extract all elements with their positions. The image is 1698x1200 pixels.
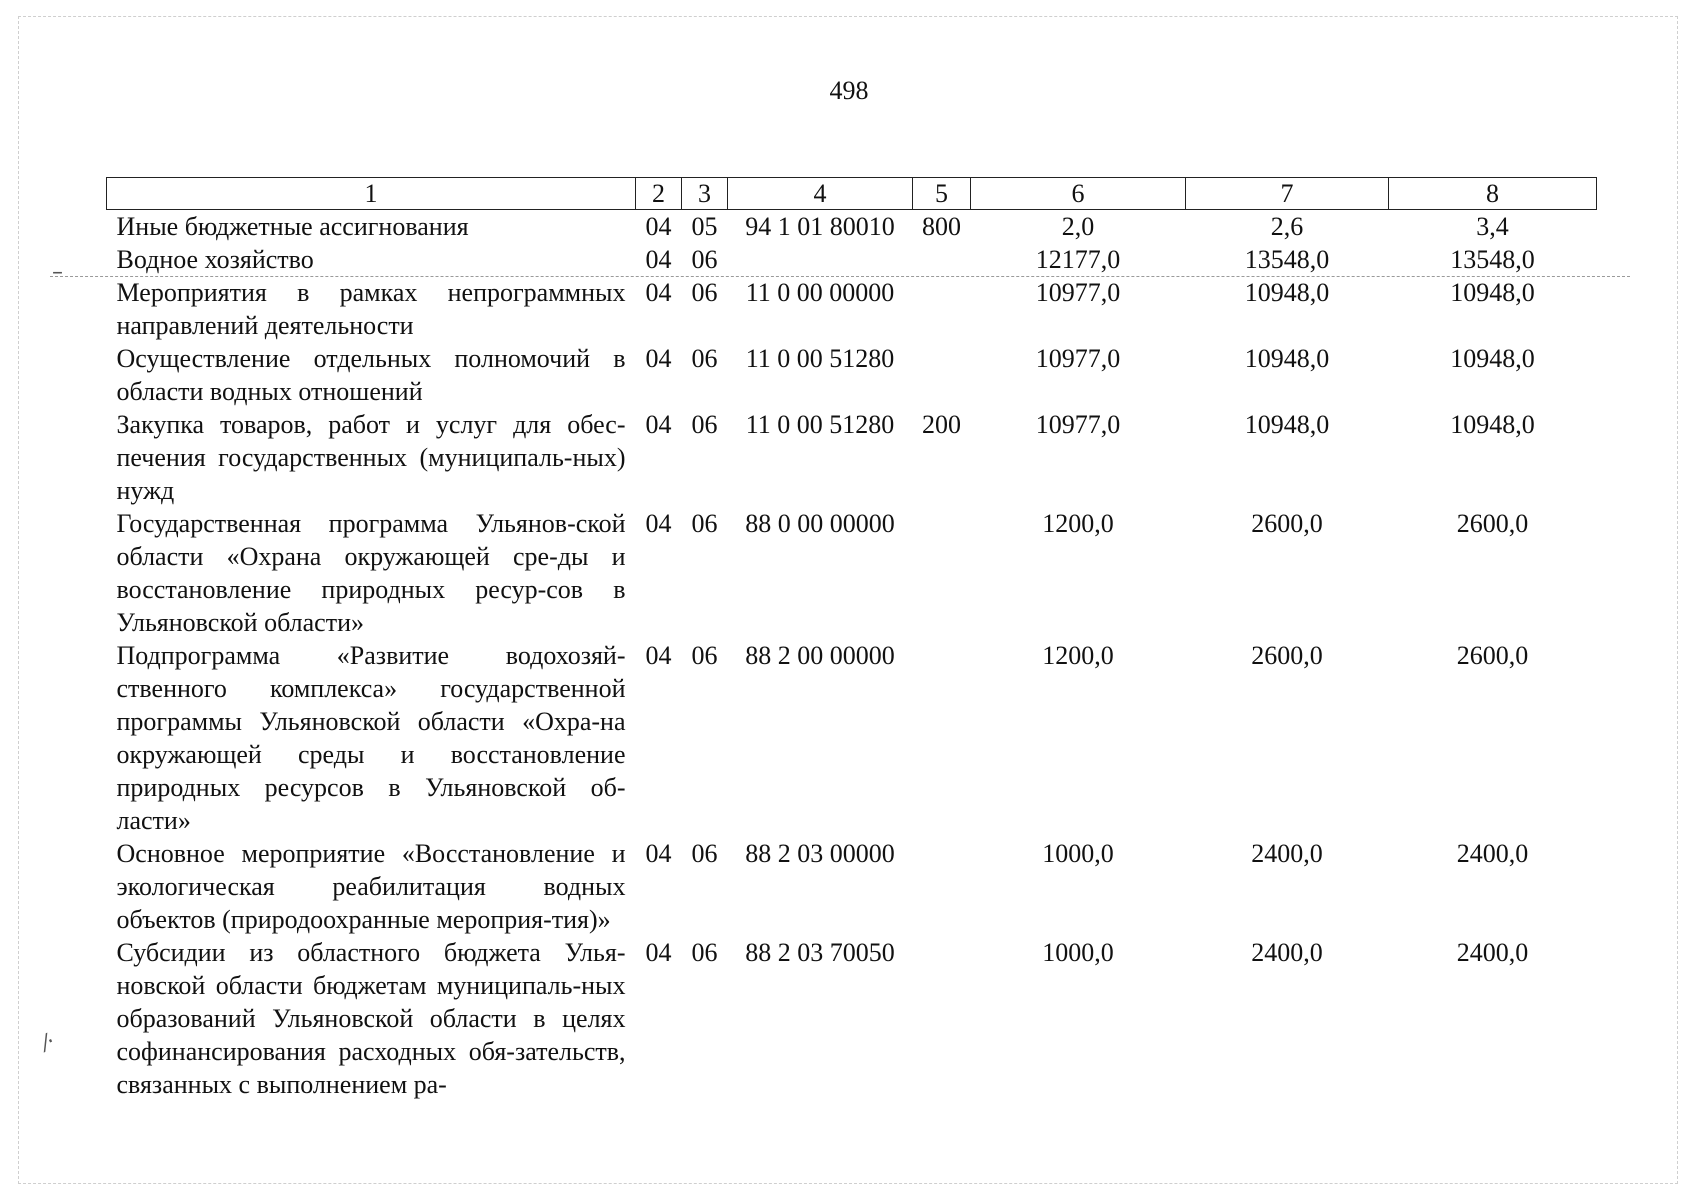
cell-subsection: 06 xyxy=(691,509,718,538)
cell-amount-7: 13548,0 xyxy=(1244,245,1330,274)
cell-expense-type xyxy=(913,837,971,936)
cell-subsection: 05 xyxy=(691,212,718,241)
table-row xyxy=(107,639,1597,837)
table-row xyxy=(107,243,1597,276)
cell-expense-type: 200 xyxy=(922,410,961,439)
row-name: Иные бюджетные ассигнования xyxy=(116,212,469,241)
cell-target-article: 88 2 00 00000 xyxy=(745,641,895,670)
cell-expense-type xyxy=(913,936,971,1101)
cell-section: 04 xyxy=(645,839,672,868)
cell-amount-6: 10977,0 xyxy=(1035,344,1121,373)
cell-section: 04 xyxy=(645,278,672,307)
cell-amount-6: 1200,0 xyxy=(1042,641,1114,670)
table-row xyxy=(107,936,1597,1101)
row-name: Субсидии из областного бюджета Улья-новской области бюджетам муниципаль-ных образований Ульяновской области в целях софинансирования расходных обя-зательств, связанных с выполнением ра- xyxy=(116,938,626,1099)
cell-subsection: 06 xyxy=(691,938,718,967)
scan-mark: ⁄· xyxy=(39,1028,60,1057)
cell-amount-8: 2400,0 xyxy=(1456,839,1529,868)
cell-expense-type xyxy=(913,639,971,837)
cell-target-article: 88 2 03 00000 xyxy=(745,839,895,868)
row-name: Закупка товаров, работ и услуг для обес-печения государственных (муниципаль-ных) нужд xyxy=(116,410,626,505)
cell-expense-type xyxy=(913,276,971,342)
column-header: 2 xyxy=(636,178,682,210)
row-name: Государственная программа Ульянов-ской области «Охрана окружающей сре-ды и восстановление природных ресур-сов в Ульяновской области» xyxy=(116,509,626,637)
cell-amount-6: 1000,0 xyxy=(1042,938,1114,967)
table-row xyxy=(107,342,1597,408)
column-header: 3 xyxy=(682,178,728,210)
column-header: 7 xyxy=(1186,178,1389,210)
cell-amount-8: 2400,0 xyxy=(1456,938,1529,967)
cell-expense-type: 800 xyxy=(922,212,961,241)
cell-target-article: 11 0 00 00000 xyxy=(745,278,895,307)
column-header: 4 xyxy=(728,178,913,210)
cell-subsection: 06 xyxy=(691,245,718,274)
cell-target-article: 11 0 00 51280 xyxy=(745,344,895,373)
cell-amount-8: 2600,0 xyxy=(1456,641,1529,670)
column-header: 1 xyxy=(107,178,636,210)
cell-amount-6: 10977,0 xyxy=(1035,278,1121,307)
cell-amount-8: 2600,0 xyxy=(1456,509,1529,538)
cell-expense-type xyxy=(913,243,971,276)
cell-amount-6: 1200,0 xyxy=(1042,509,1114,538)
cell-amount-6: 10977,0 xyxy=(1035,410,1121,439)
cell-target-article: 88 2 03 70050 xyxy=(745,938,895,967)
column-header: 5 xyxy=(913,178,971,210)
cell-subsection: 06 xyxy=(691,278,718,307)
table-row xyxy=(107,276,1597,342)
cell-expense-type xyxy=(913,507,971,639)
cell-amount-7: 10948,0 xyxy=(1244,344,1330,373)
row-name: Подпрограмма «Развитие водохозяй-ственного комплекса» государственной программы Ульяновской области «Охра-на окружающей среды и восстановление природных ресурсов в Ульяновской об-ласти» xyxy=(116,641,626,835)
budget-table xyxy=(106,177,1597,1101)
cell-amount-6: 12177,0 xyxy=(1035,245,1121,274)
cell-expense-type xyxy=(913,342,971,408)
cell-section: 04 xyxy=(645,509,672,538)
cell-amount-8: 10948,0 xyxy=(1450,410,1535,439)
scan-mark: – xyxy=(52,260,63,285)
cell-amount-7: 2600,0 xyxy=(1251,509,1323,538)
cell-subsection: 06 xyxy=(691,839,718,868)
cell-subsection: 06 xyxy=(691,410,718,439)
cell-target-article xyxy=(728,243,913,276)
cell-section: 04 xyxy=(645,410,672,439)
cell-amount-7: 2,6 xyxy=(1270,212,1304,241)
cell-amount-7: 2600,0 xyxy=(1251,641,1323,670)
cell-amount-6: 1000,0 xyxy=(1042,839,1114,868)
column-header: 8 xyxy=(1389,178,1597,210)
cell-target-article: 94 1 01 80010 xyxy=(745,212,895,241)
row-name: Основное мероприятие «Восстановление и экологическая реабилитация водных объектов (природоохранные мероприя-тия)» xyxy=(116,839,626,934)
cell-amount-8: 3,4 xyxy=(1476,212,1509,241)
cell-section: 04 xyxy=(645,641,672,670)
row-name: Осуществление отдельных полномочий в области водных отношений xyxy=(116,344,626,406)
table-row xyxy=(107,837,1597,936)
cell-amount-7: 10948,0 xyxy=(1244,410,1330,439)
cell-subsection: 06 xyxy=(691,641,718,670)
cell-amount-7: 2400,0 xyxy=(1251,839,1323,868)
cell-section: 04 xyxy=(645,212,672,241)
row-name: Водное хозяйство xyxy=(116,245,314,274)
cell-amount-8: 13548,0 xyxy=(1450,245,1535,274)
cell-section: 04 xyxy=(645,344,672,373)
cell-target-article: 11 0 00 51280 xyxy=(745,410,895,439)
column-header: 6 xyxy=(971,178,1186,210)
cell-section: 04 xyxy=(645,245,672,274)
table-row xyxy=(107,507,1597,639)
cell-amount-8: 10948,0 xyxy=(1450,278,1535,307)
table-row xyxy=(107,408,1597,507)
cell-amount-7: 2400,0 xyxy=(1251,938,1323,967)
table-row xyxy=(107,210,1597,244)
cell-section: 04 xyxy=(645,938,672,967)
row-name: Мероприятия в рамках непрограммных направлений деятельности xyxy=(116,278,626,340)
cell-amount-7: 10948,0 xyxy=(1244,278,1330,307)
page-number: 498 xyxy=(829,76,869,105)
cell-amount-6: 2,0 xyxy=(1061,212,1095,241)
cell-amount-8: 10948,0 xyxy=(1450,344,1535,373)
cell-subsection: 06 xyxy=(691,344,718,373)
table-header-row xyxy=(107,178,1597,210)
cell-target-article: 88 0 00 00000 xyxy=(745,509,895,538)
